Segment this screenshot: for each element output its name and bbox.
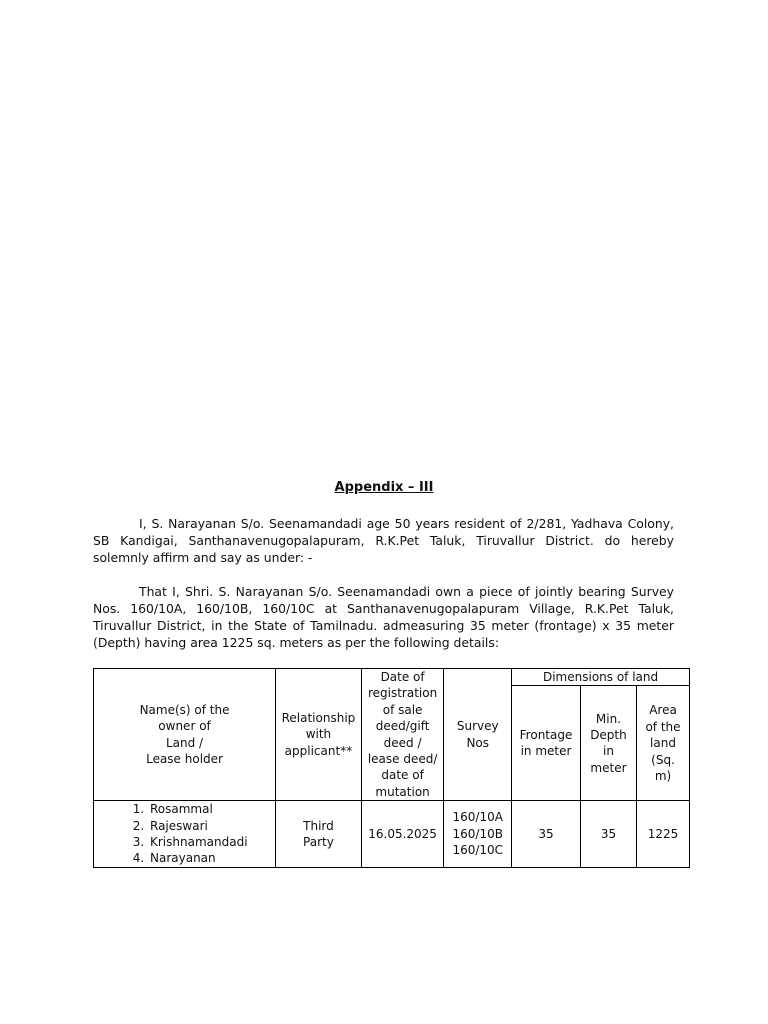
cell-survey-nos: 160/10A 160/10B 160/10C xyxy=(444,801,512,868)
cell-depth: 35 xyxy=(580,801,636,868)
cell-area: 1225 xyxy=(637,801,690,868)
list-item: 1. Rosammal xyxy=(148,801,273,817)
cell-owners xyxy=(94,801,276,868)
list-item: 2. Rajeswari xyxy=(148,818,273,834)
table-row xyxy=(94,801,690,868)
list-item: 4. Narayanan xyxy=(148,850,273,866)
header-survey-nos: Survey Nos xyxy=(444,669,512,801)
header-depth: Min. Depth in meter xyxy=(580,686,636,801)
cell-relationship: Third Party xyxy=(276,801,362,868)
header-relationship: Relationship with applicant** xyxy=(276,669,362,801)
land-details-table xyxy=(93,668,690,868)
paragraph-affirmation-text: I, S. Narayanan S/o. Seenamandadi age 50 years resident of 2/281, Yadhava Colony, SB Kandigai, Santhanavenugopalapuram, R.K.Pet Taluk, Tiruvallur District. do hereby solemnly affirm and say as under: - xyxy=(93,516,674,565)
header-owner: Name(s) of the owner of Land / Lease holder xyxy=(94,669,276,801)
paragraph-affirmation xyxy=(93,515,674,566)
cell-registration-date: 16.05.2025 xyxy=(361,801,444,868)
paragraph-land-details xyxy=(93,583,674,651)
header-dimensions: Dimensions of land xyxy=(512,669,690,686)
table-header-row xyxy=(94,669,690,686)
document-title: Appendix – III xyxy=(334,480,434,495)
header-area: Area of the land (Sq. m) xyxy=(637,686,690,801)
list-item: 3. Krishnamandadi xyxy=(148,834,273,850)
header-frontage: Frontage in meter xyxy=(512,686,581,801)
header-registration-date: Date of registration of sale deed/gift deed / lease deed/ date of mutation xyxy=(361,669,444,801)
paragraph-land-details-text: That I, Shri. S. Narayanan S/o. Seenamandadi own a piece of jointly bearing Survey Nos. 160/10A, 160/10B, 160/10C at Santhanavenugopalapuram Village, R.K.Pet Taluk, Tiruvallur District, in the State of Tamilnadu. admeasuring 35 meter (frontage) x 35 meter (Depth) having area 1225 sq. meters as per the following details: xyxy=(93,584,674,650)
owners-list xyxy=(96,801,273,867)
cell-frontage: 35 xyxy=(512,801,581,868)
